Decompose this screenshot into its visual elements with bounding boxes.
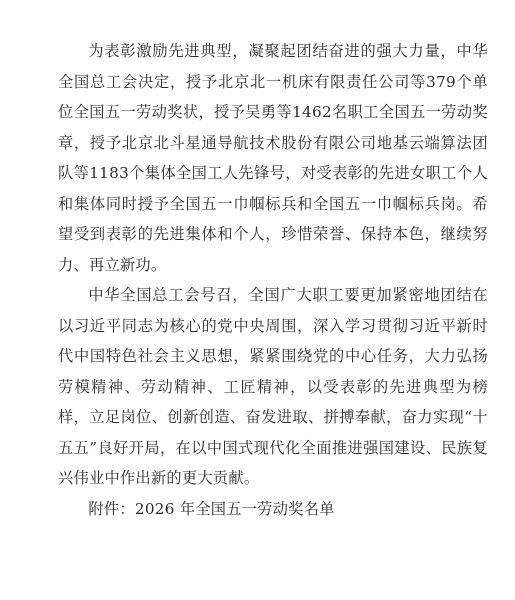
paragraph-call-to-action: 中华全国总工会号召，全国广大职工要更加紧密地团结在以习近平同志为核心的党中央周围，深入学习贯彻习近平新时代中国特色社会主义思想，紧紧围绕党的中心任务，大力弘扬劳模精神、劳动精神、工匠精神，以受表彰的先进典型为榜样，立足岗位、创新创造、奋发进取、拼搏奉献，奋力实现“十五五”良好开局，在以中国式现代化全面推进强国建设、民族复兴伟业中作出新的更大贡献。 [58,286,488,487]
paragraph-commendation: 为表彰激励先进典型，凝聚起团结奋进的强大力量，中华全国总工会决定，授予北京北一机床有限责任公司等379个单位全国五一劳动奖状，授予吴勇等1462名职工全国五一劳动奖章，授予北京北斗星通导航技术股份有限公司地基云端算法团队等1183个集体全国工人先锋号，对受表彰的先进女职工个人和集体同时授予全国五一巾帼标兵和全国五一巾帼标兵岗。希望受到表彰的先进集体和个人，珍惜荣誉、保持本色，继续努力、再立新功。 [58,42,488,274]
attachment-line: 附件：2026 年全国五一劳动奖名单 [88,499,335,518]
document-body [58,36,488,524]
